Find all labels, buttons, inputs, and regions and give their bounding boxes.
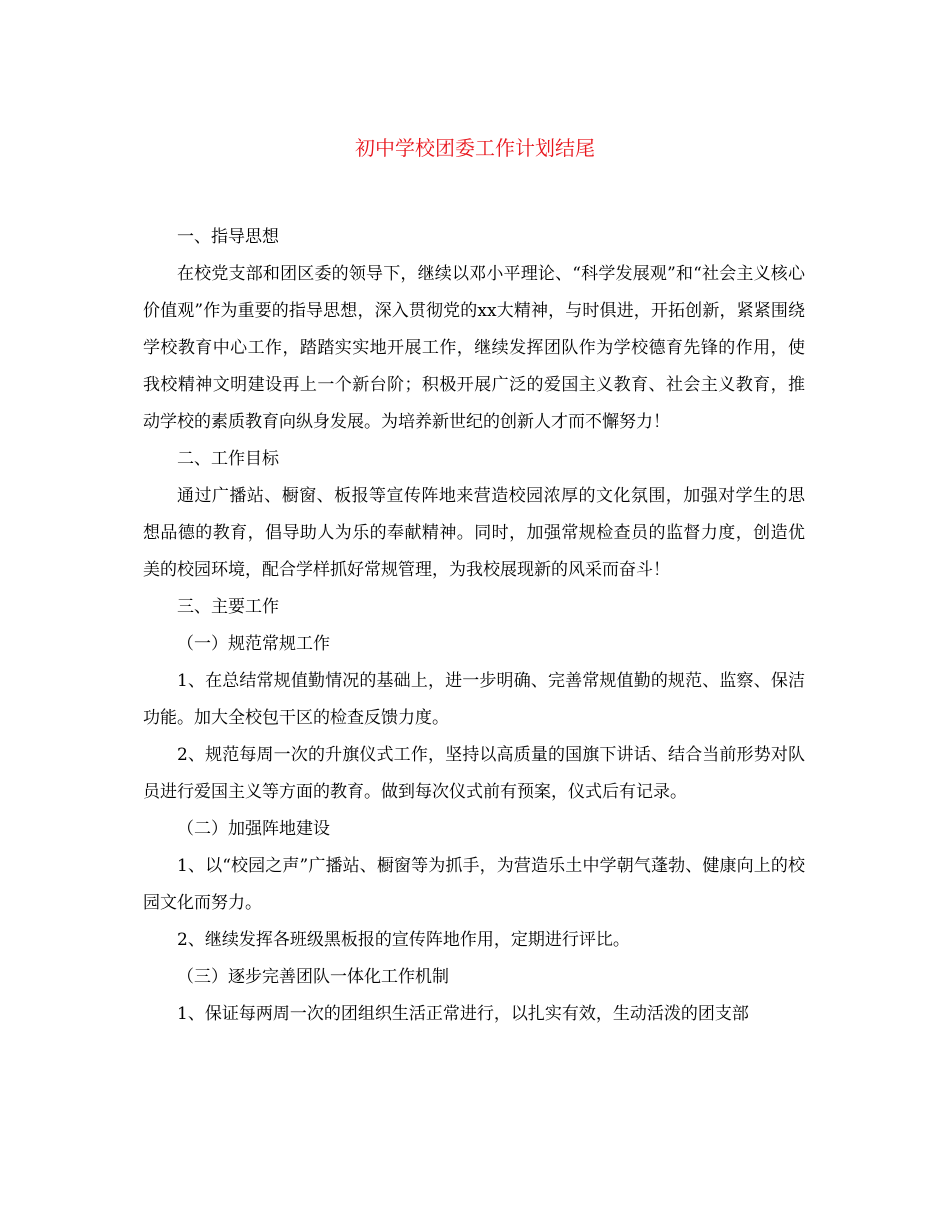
paragraph-guiding-ideology: 在校党支部和团区委的领导下，继续以邓小平理论、“科学发展观”和“社会主义核心价值观”作为重要的指导思想，深入贯彻党的xx大精神，与时俱进，开拓创新，紧紧围绕学校教育中心工作，踏踏实实地开展工作，继续发挥团队作为学校德育先锋的作用，使我校精神文明建设再上一个新台阶；积极开展广泛的爱国主义教育、社会主义教育，推动学校的素质教育向纵身发展。为培养新世纪的创新人才而不懈努力！ [143,264,805,432]
paragraph-work-goals: 通过广播站、橱窗、板报等宣传阵地来营造校园浓厚的文化氛围，加强对学生的思想品德的教育，倡导助人为乐的奉献精神。同时，加强常规检查员的监督力度，创造优美的校园环境，配合学样抓好常规管理，为我校展现新的风采而奋斗！ [143,486,805,580]
paragraph-position-building-2: 2、继续发挥各班级黑板报的宣传阵地作用，定期进行评比。 [177,930,630,950]
paragraph-regular-work-1: 1、在总结常规值勤情况的基础上，进一步明确、完善常规值勤的规范、监察、保洁功能。加大全校包干区的检查反馈力度。 [143,671,805,728]
paragraph-integration-mechanism-1: 1、保证每两周一次的团组织生活正常进行，以扎实有效，生动活泼的团支部 [177,1004,749,1024]
paragraph-position-building-1: 1、以“校园之声”广播站、橱窗等为抓手，为营造乐土中学朝气蓬勃、健康向上的校园文化而努力。 [143,856,805,913]
subheading-integration-mechanism: （三）逐步完善团队一体化工作机制 [177,967,449,987]
paragraph-regular-work-2: 2、规范每周一次的升旗仪式工作，坚持以高质量的国旗下讲话、结合当前形势对队员进行爱国主义等方面的教育。做到每次仪式前有预案，仪式后有记录。 [143,745,805,802]
subheading-regular-work: （一）规范常规工作 [177,634,330,654]
section-heading-guiding-ideology: 一、指导思想 [177,227,279,247]
subheading-position-building: （二）加强阵地建设 [177,819,330,839]
section-heading-main-work: 三、主要工作 [177,597,279,617]
section-heading-work-goals: 二、工作目标 [177,449,279,469]
document-body [143,219,805,1033]
document-title: 初中学校团委工作计划结尾 [355,136,595,160]
